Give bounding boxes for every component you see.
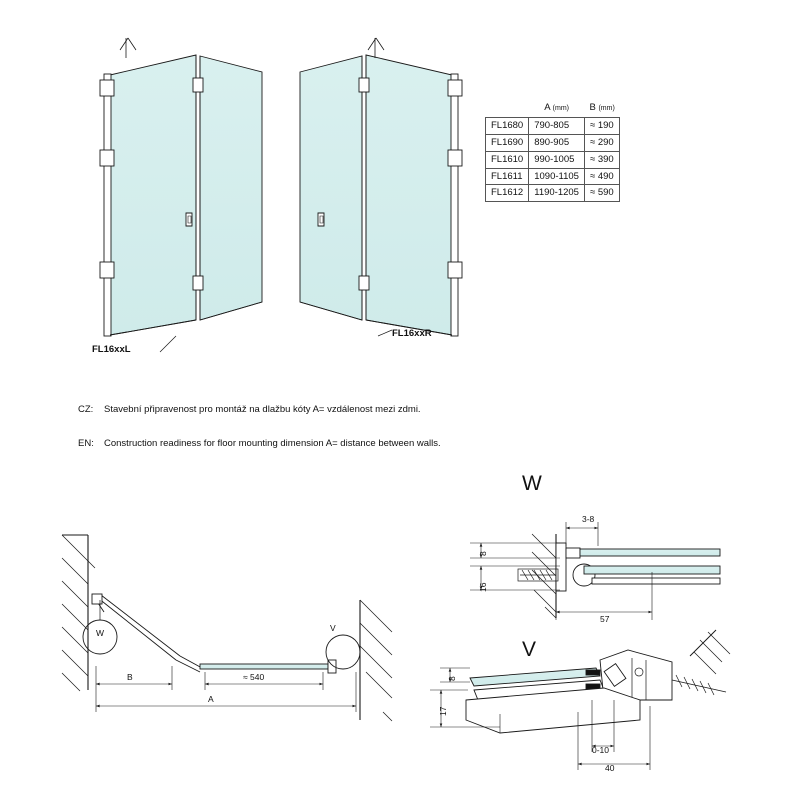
table-header-row bbox=[486, 100, 620, 117]
table-cell-b: ≈ 490 bbox=[584, 168, 619, 185]
table-cell-code: FL1611 bbox=[486, 168, 529, 185]
detail-v bbox=[430, 630, 730, 770]
dim-w-side: 16 bbox=[478, 582, 488, 592]
table-cell-b: ≈ 390 bbox=[584, 151, 619, 168]
note-en bbox=[78, 438, 441, 449]
note-cz bbox=[78, 404, 421, 415]
label-right-door: FL16xxR bbox=[392, 328, 432, 339]
elevation-right-door bbox=[300, 38, 462, 336]
table-header-blank bbox=[486, 100, 529, 117]
table-cell-b: ≈ 190 bbox=[584, 117, 619, 134]
dim-w-top: 8 bbox=[478, 551, 488, 556]
table-row bbox=[486, 117, 620, 134]
dim-v-width: 40 bbox=[605, 763, 615, 773]
dim-w-gap: 3-8 bbox=[582, 514, 595, 524]
table-cell-b: ≈ 590 bbox=[584, 185, 619, 202]
table-cell-a: 1190-1205 bbox=[529, 185, 585, 202]
table-cell-a: 790-805 bbox=[529, 117, 585, 134]
table-cell-code: FL1690 bbox=[486, 134, 529, 151]
dim-v-side: 17 bbox=[438, 706, 448, 716]
dim-v-gap: 0-10 bbox=[592, 745, 610, 755]
table-cell-code: FL1610 bbox=[486, 151, 529, 168]
table-header-b-label: B bbox=[589, 102, 596, 113]
table-cell-a: 1090-1105 bbox=[529, 168, 585, 185]
spec-table bbox=[485, 100, 620, 202]
table-cell-code: FL1612 bbox=[486, 185, 529, 202]
dim-plan-a: A bbox=[208, 694, 214, 704]
table-cell-code: FL1680 bbox=[486, 117, 529, 134]
dim-plan-mid: ≈ 540 bbox=[243, 672, 265, 682]
label-left-door: FL16xxL bbox=[92, 344, 131, 355]
table-cell-b: ≈ 290 bbox=[584, 134, 619, 151]
table-header-a-unit: (mm) bbox=[552, 105, 569, 112]
note-cz-text: Stavební připravenost pro montáž na dlažbu kóty A= vzdálenost mezi zdmi. bbox=[104, 404, 421, 415]
dim-v-top: 8 bbox=[447, 676, 457, 681]
dim-plan-b: B bbox=[127, 672, 133, 682]
elevation-left-door bbox=[100, 38, 262, 352]
table-header-a bbox=[529, 100, 585, 117]
table-row bbox=[486, 168, 620, 185]
table-row bbox=[486, 134, 620, 151]
table-header-b bbox=[584, 100, 619, 117]
table-cell-a: 890-905 bbox=[529, 134, 585, 151]
plan-callout-v: V bbox=[330, 623, 336, 633]
detail-w bbox=[470, 522, 720, 620]
note-cz-lang: CZ: bbox=[78, 404, 94, 415]
plan-view bbox=[62, 535, 392, 721]
plan-callout-w: W bbox=[96, 628, 105, 638]
detail-title-w: W bbox=[522, 472, 542, 495]
note-en-text: Construction readiness for floor mounting dimension A= distance between walls. bbox=[104, 438, 441, 449]
detail-title-v: V bbox=[522, 638, 537, 661]
note-en-lang: EN: bbox=[78, 438, 94, 449]
table-cell-a: 990-1005 bbox=[529, 151, 585, 168]
table-row bbox=[486, 185, 620, 202]
table-header-a-label: A bbox=[544, 102, 551, 113]
table-header-b-unit: (mm) bbox=[598, 105, 615, 112]
dim-w-width: 57 bbox=[600, 614, 610, 624]
table-row bbox=[486, 151, 620, 168]
